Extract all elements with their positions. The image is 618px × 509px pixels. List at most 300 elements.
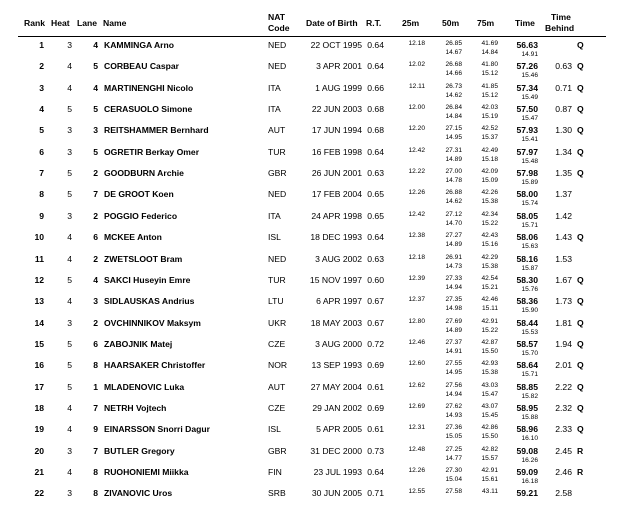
athlete-name: ZIVANOVIC Uros bbox=[104, 488, 173, 499]
heat-cell: 3 bbox=[67, 40, 72, 50]
lap-100: 15.87 bbox=[521, 264, 538, 272]
rank-cell: 8 bbox=[39, 189, 44, 200]
rank-cell: 10 bbox=[34, 232, 44, 243]
reaction-time: 0.60 bbox=[367, 274, 384, 285]
table-row bbox=[0, 104, 618, 125]
reaction-time: 0.64 bbox=[367, 146, 384, 157]
lap-75: 15.61 bbox=[481, 476, 498, 483]
header-75m: 75m bbox=[477, 18, 495, 28]
lap-100: 15.41 bbox=[521, 136, 538, 144]
lap-50: 14.62 bbox=[445, 198, 462, 206]
lap-50: 14.93 bbox=[445, 411, 462, 419]
nat-code: TUR bbox=[268, 146, 286, 157]
table-row bbox=[0, 403, 618, 424]
nat-code: AUT bbox=[268, 381, 286, 392]
date-of-birth: 3 AUG 2002 bbox=[315, 253, 362, 264]
reaction-time: 0.66 bbox=[367, 82, 384, 93]
lane-cell: 3 bbox=[93, 125, 98, 136]
qualification-mark: Q bbox=[577, 296, 584, 307]
time-behind: 1.81 bbox=[555, 317, 572, 328]
reaction-time: 0.67 bbox=[367, 317, 384, 328]
heat-cell: 4 bbox=[67, 467, 72, 477]
table-row bbox=[0, 40, 618, 61]
heat-cell: 4 bbox=[67, 82, 72, 93]
lap-100: 15.47 bbox=[521, 115, 538, 123]
heat-cell: 3 bbox=[67, 125, 72, 136]
lap-100: 15.74 bbox=[521, 200, 538, 208]
split-75: 42.91 bbox=[481, 467, 498, 474]
split-25: 12.37 bbox=[408, 296, 425, 304]
qualification-mark: Q bbox=[577, 104, 584, 115]
lap-100: 15.71 bbox=[521, 371, 538, 379]
lap-50: 14.94 bbox=[445, 390, 462, 398]
split-75: 41.80 bbox=[481, 61, 498, 69]
nat-code: NOR bbox=[268, 360, 288, 371]
lane-cell: 7 bbox=[93, 189, 98, 200]
split-75: 42.26 bbox=[481, 189, 498, 197]
split-75: 42.03 bbox=[481, 104, 498, 112]
final-time: 57.97 bbox=[516, 146, 538, 157]
lane-cell: 1 bbox=[93, 381, 98, 392]
athlete-name: CERASUOLO Simone bbox=[104, 104, 193, 115]
athlete-name: KAMMINGA Arno bbox=[104, 40, 175, 50]
lap-75: 15.16 bbox=[481, 241, 498, 249]
nat-code: GBR bbox=[268, 168, 287, 179]
rank-cell: 2 bbox=[39, 61, 44, 72]
qualification-mark: Q bbox=[577, 402, 584, 413]
final-time: 58.64 bbox=[516, 360, 538, 371]
lap-50: 14.95 bbox=[445, 134, 462, 142]
reaction-time: 0.71 bbox=[367, 488, 384, 499]
lane-cell: 8 bbox=[93, 360, 98, 371]
time-behind: 0.71 bbox=[555, 82, 572, 93]
final-time: 59.09 bbox=[516, 467, 538, 477]
time-behind: 1.35 bbox=[555, 168, 572, 179]
split-50: 27.12 bbox=[445, 210, 462, 218]
date-of-birth: 3 APR 2001 bbox=[316, 61, 362, 72]
lap-100: 15.90 bbox=[521, 307, 538, 315]
date-of-birth: 15 NOV 1997 bbox=[309, 274, 362, 285]
qualification-mark: R bbox=[577, 445, 584, 456]
reaction-time: 0.68 bbox=[367, 104, 384, 115]
final-time: 58.85 bbox=[516, 381, 538, 392]
final-time: 58.00 bbox=[516, 189, 538, 200]
date-of-birth: 5 APR 2005 bbox=[316, 424, 362, 435]
lane-cell: 2 bbox=[93, 253, 98, 264]
nat-code: SRB bbox=[268, 488, 286, 499]
lap-75: 15.38 bbox=[481, 262, 498, 270]
lap-50: 14.94 bbox=[445, 283, 462, 291]
rank-cell: 13 bbox=[34, 296, 44, 307]
final-time: 58.36 bbox=[516, 296, 538, 307]
split-75: 42.49 bbox=[481, 146, 498, 154]
lap-100: 15.71 bbox=[521, 221, 538, 229]
time-behind: 1.37 bbox=[555, 189, 572, 200]
nat-code: NED bbox=[268, 40, 287, 50]
split-75: 42.34 bbox=[481, 210, 498, 218]
nat-code: NED bbox=[268, 189, 287, 200]
split-50: 26.84 bbox=[445, 104, 462, 112]
time-behind: 1.42 bbox=[555, 210, 572, 221]
qualification-mark: Q bbox=[577, 338, 584, 349]
heat-cell: 4 bbox=[67, 424, 72, 435]
date-of-birth: 31 DEC 2000 bbox=[310, 445, 362, 456]
lane-cell: 2 bbox=[93, 168, 98, 179]
header-time: Time bbox=[515, 18, 535, 28]
time-behind: 0.87 bbox=[555, 104, 572, 115]
lap-75: 15.12 bbox=[481, 91, 498, 99]
header-name: Name bbox=[103, 18, 127, 28]
split-50: 27.56 bbox=[445, 381, 462, 389]
lap-50: 14.95 bbox=[445, 369, 462, 377]
table-row bbox=[0, 424, 618, 445]
reaction-time: 0.61 bbox=[367, 381, 384, 392]
nat-code: FIN bbox=[268, 467, 282, 477]
split-25: 12.42 bbox=[408, 146, 425, 154]
lap-100: 16.18 bbox=[521, 478, 538, 485]
time-behind: 2.22 bbox=[555, 381, 572, 392]
split-50: 26.85 bbox=[445, 40, 462, 47]
athlete-name: RUOHONIEMI Miikka bbox=[104, 467, 189, 477]
athlete-name: OVCHINNIKOV Maksym bbox=[104, 317, 201, 328]
lap-100: 15.70 bbox=[521, 349, 538, 357]
table-row bbox=[0, 360, 618, 381]
lap-75: 15.12 bbox=[481, 70, 498, 78]
split-25: 12.60 bbox=[408, 360, 425, 368]
final-time: 57.26 bbox=[516, 61, 538, 72]
time-behind: 1.43 bbox=[555, 232, 572, 243]
time-behind: 2.58 bbox=[555, 488, 572, 499]
lap-100: 15.88 bbox=[521, 413, 538, 421]
nat-code: ITA bbox=[268, 210, 281, 221]
lap-75: 15.47 bbox=[481, 390, 498, 398]
split-25: 12.46 bbox=[408, 338, 425, 346]
final-time: 56.63 bbox=[516, 40, 538, 50]
date-of-birth: 6 APR 1997 bbox=[316, 296, 362, 307]
lap-75: 15.57 bbox=[481, 454, 498, 462]
athlete-name: GOODBURN Archie bbox=[104, 168, 184, 179]
header-50m: 50m bbox=[442, 18, 460, 28]
time-behind: 1.94 bbox=[555, 338, 572, 349]
athlete-name: CORBEAU Caspar bbox=[104, 61, 179, 72]
qualification-mark: Q bbox=[577, 317, 584, 328]
date-of-birth: 18 DEC 1993 bbox=[310, 232, 362, 243]
table-row bbox=[0, 147, 618, 168]
rank-cell: 15 bbox=[34, 338, 44, 349]
qualification-mark: Q bbox=[577, 125, 584, 136]
nat-code: CZE bbox=[268, 338, 286, 349]
rank-cell: 7 bbox=[39, 168, 44, 179]
table-row bbox=[0, 211, 618, 232]
lap-50: 14.62 bbox=[445, 91, 462, 99]
final-time: 57.34 bbox=[516, 82, 538, 93]
table-row bbox=[0, 296, 618, 317]
rank-cell: 20 bbox=[34, 445, 44, 456]
heat-cell: 5 bbox=[67, 168, 72, 179]
lap-75: 15.22 bbox=[481, 326, 498, 334]
final-time: 59.21 bbox=[516, 488, 538, 499]
lap-75: 15.21 bbox=[481, 283, 498, 291]
split-50: 27.69 bbox=[445, 317, 462, 325]
date-of-birth: 27 MAY 2004 bbox=[310, 381, 362, 392]
split-50: 27.55 bbox=[445, 360, 462, 368]
lane-cell: 8 bbox=[93, 467, 98, 477]
time-behind: 0.63 bbox=[555, 61, 572, 72]
lap-100: 15.63 bbox=[521, 243, 538, 251]
athlete-name: ZABOJNIK Matej bbox=[104, 338, 173, 349]
reaction-time: 0.72 bbox=[367, 338, 384, 349]
qualification-mark: Q bbox=[577, 168, 584, 179]
split-75: 41.69 bbox=[481, 40, 498, 47]
split-50: 27.15 bbox=[445, 125, 462, 133]
heat-cell: 4 bbox=[67, 296, 72, 307]
lap-100: 15.49 bbox=[521, 93, 538, 101]
reaction-time: 0.64 bbox=[367, 467, 384, 477]
lap-75: 15.11 bbox=[481, 305, 498, 313]
athlete-name: MCKEE Anton bbox=[104, 232, 162, 243]
split-50: 27.62 bbox=[445, 402, 462, 410]
split-25: 12.42 bbox=[408, 210, 425, 218]
table-row bbox=[0, 467, 618, 488]
date-of-birth: 18 MAY 2003 bbox=[310, 317, 362, 328]
date-of-birth: 24 APR 1998 bbox=[311, 210, 362, 221]
lap-100: 15.48 bbox=[521, 157, 538, 165]
heat-cell: 5 bbox=[67, 360, 72, 371]
split-25: 12.55 bbox=[408, 488, 425, 496]
split-25: 12.31 bbox=[408, 424, 425, 432]
rank-cell: 4 bbox=[39, 104, 44, 115]
heat-cell: 4 bbox=[67, 61, 72, 72]
rank-cell: 19 bbox=[34, 424, 44, 435]
split-50: 26.88 bbox=[445, 189, 462, 197]
split-75: 42.54 bbox=[481, 274, 498, 282]
split-75: 42.82 bbox=[481, 445, 498, 453]
rank-cell: 1 bbox=[39, 40, 44, 50]
nat-code: GBR bbox=[268, 445, 287, 456]
split-50: 27.27 bbox=[445, 232, 462, 240]
table-row bbox=[0, 339, 618, 360]
final-time: 58.96 bbox=[516, 424, 538, 435]
header-nat-2: Code bbox=[268, 23, 290, 33]
lane-cell: 9 bbox=[93, 424, 98, 435]
rank-cell: 17 bbox=[34, 381, 44, 392]
lane-cell: 3 bbox=[93, 296, 98, 307]
nat-code: TUR bbox=[268, 274, 286, 285]
lap-100: 15.82 bbox=[521, 392, 538, 400]
header-dob: Date of Birth bbox=[306, 18, 358, 28]
header-nat-1: NAT bbox=[268, 12, 286, 22]
athlete-name: OGRETIR Berkay Omer bbox=[104, 146, 200, 157]
lap-50: 14.98 bbox=[445, 305, 462, 313]
athlete-name: ZWETSLOOT Bram bbox=[104, 253, 183, 264]
final-time: 58.06 bbox=[516, 232, 538, 243]
lap-100: 15.76 bbox=[521, 285, 538, 293]
split-25: 12.18 bbox=[408, 253, 425, 261]
athlete-name: MARTINENGHI Nicolo bbox=[104, 82, 194, 93]
lap-75: 15.50 bbox=[481, 347, 498, 355]
split-25: 12.39 bbox=[408, 274, 425, 282]
split-50: 27.25 bbox=[445, 445, 462, 453]
header-heat: Heat bbox=[51, 18, 70, 28]
lap-50: 14.73 bbox=[445, 262, 462, 270]
athlete-name: POGGIO Federico bbox=[104, 210, 178, 221]
final-time: 58.30 bbox=[516, 274, 538, 285]
athlete-name: SAKCI Huseyin Emre bbox=[104, 274, 191, 285]
reaction-time: 0.64 bbox=[367, 232, 384, 243]
lane-cell: 7 bbox=[93, 445, 98, 456]
reaction-time: 0.64 bbox=[367, 40, 384, 50]
lap-50: 14.91 bbox=[445, 347, 462, 355]
split-25: 12.69 bbox=[408, 402, 425, 410]
heat-cell: 5 bbox=[67, 189, 72, 200]
split-25: 12.11 bbox=[408, 82, 425, 90]
split-75: 42.93 bbox=[481, 360, 498, 368]
date-of-birth: 1 AUG 1999 bbox=[315, 82, 362, 93]
rank-cell: 9 bbox=[39, 210, 44, 221]
header-25m: 25m bbox=[402, 18, 420, 28]
header-behind-1: Time bbox=[551, 12, 571, 22]
reaction-time: 0.68 bbox=[367, 125, 384, 136]
split-50: 27.31 bbox=[445, 146, 462, 154]
split-75: 42.87 bbox=[481, 338, 498, 346]
split-75: 43.07 bbox=[481, 402, 498, 410]
split-75: 43.03 bbox=[481, 381, 498, 389]
date-of-birth: 22 OCT 1995 bbox=[310, 40, 362, 50]
reaction-time: 0.67 bbox=[367, 296, 384, 307]
final-time: 58.57 bbox=[516, 338, 538, 349]
date-of-birth: 16 FEB 1998 bbox=[311, 146, 362, 157]
table-row bbox=[0, 168, 618, 189]
lane-cell: 2 bbox=[93, 210, 98, 221]
lane-cell: 4 bbox=[93, 274, 98, 285]
lap-50: 15.05 bbox=[445, 433, 462, 441]
split-75: 42.43 bbox=[481, 232, 498, 240]
heat-cell: 3 bbox=[67, 317, 72, 328]
reaction-time: 0.69 bbox=[367, 360, 384, 371]
split-50: 27.36 bbox=[445, 424, 462, 432]
nat-code: ITA bbox=[268, 82, 281, 93]
lap-100: 14.91 bbox=[521, 51, 538, 58]
table-row bbox=[0, 446, 618, 467]
nat-code: NED bbox=[268, 253, 287, 264]
split-75: 42.29 bbox=[481, 253, 498, 261]
lane-cell: 8 bbox=[93, 488, 98, 499]
date-of-birth: 3 AUG 2000 bbox=[315, 338, 362, 349]
final-time: 58.95 bbox=[516, 402, 538, 413]
qualification-mark: Q bbox=[577, 40, 584, 50]
lap-75: 15.09 bbox=[481, 177, 498, 185]
lap-50: 15.04 bbox=[445, 476, 462, 483]
heat-cell: 3 bbox=[67, 210, 72, 221]
table-row bbox=[0, 488, 618, 509]
lap-50: 14.84 bbox=[445, 113, 462, 121]
rank-cell: 21 bbox=[34, 467, 44, 477]
heat-cell: 3 bbox=[67, 445, 72, 456]
split-25: 12.22 bbox=[408, 168, 425, 176]
table-row bbox=[0, 275, 618, 296]
date-of-birth: 22 JUN 2003 bbox=[311, 104, 362, 115]
rank-cell: 5 bbox=[39, 125, 44, 136]
lane-cell: 6 bbox=[93, 338, 98, 349]
nat-code: AUT bbox=[268, 125, 286, 136]
lap-100: 15.89 bbox=[521, 179, 538, 187]
table-row bbox=[0, 189, 618, 210]
split-50: 27.58 bbox=[445, 488, 462, 496]
table-row bbox=[0, 382, 618, 403]
date-of-birth: 26 JUN 2001 bbox=[311, 168, 362, 179]
athlete-name: REITSHAMMER Bernhard bbox=[104, 125, 209, 136]
heat-cell: 3 bbox=[67, 146, 72, 157]
lane-cell: 5 bbox=[93, 104, 98, 115]
split-75: 41.85 bbox=[481, 82, 498, 90]
split-50: 27.30 bbox=[445, 467, 462, 474]
lap-75: 15.22 bbox=[481, 219, 498, 227]
heat-cell: 3 bbox=[67, 488, 72, 499]
rank-cell: 14 bbox=[34, 317, 44, 328]
rank-cell: 16 bbox=[34, 360, 44, 371]
split-75: 42.86 bbox=[481, 424, 498, 432]
rank-cell: 3 bbox=[39, 82, 44, 93]
split-25: 12.18 bbox=[408, 40, 425, 47]
qualification-mark: Q bbox=[577, 381, 584, 392]
lane-cell: 7 bbox=[93, 402, 98, 413]
date-of-birth: 17 JUN 1994 bbox=[311, 125, 362, 136]
split-50: 26.68 bbox=[445, 61, 462, 69]
heat-cell: 5 bbox=[67, 338, 72, 349]
heat-cell: 4 bbox=[67, 253, 72, 264]
time-behind: 1.34 bbox=[555, 146, 572, 157]
time-behind: 1.30 bbox=[555, 125, 572, 136]
table-row bbox=[0, 318, 618, 339]
lane-cell: 4 bbox=[93, 82, 98, 93]
lap-75: 15.38 bbox=[481, 369, 498, 377]
final-time: 57.98 bbox=[516, 168, 538, 179]
lap-75: 15.19 bbox=[481, 113, 498, 121]
lap-50: 14.89 bbox=[445, 155, 462, 163]
nat-code: CZE bbox=[268, 402, 286, 413]
time-behind: 2.32 bbox=[555, 402, 572, 413]
date-of-birth: 30 JUN 2005 bbox=[311, 488, 362, 499]
qualification-mark: Q bbox=[577, 146, 584, 157]
qualification-mark: R bbox=[577, 467, 584, 477]
rank-cell: 12 bbox=[34, 274, 44, 285]
time-behind: 2.45 bbox=[555, 445, 572, 456]
rank-cell: 18 bbox=[34, 402, 44, 413]
reaction-time: 0.69 bbox=[367, 402, 384, 413]
qualification-mark: Q bbox=[577, 360, 584, 371]
lap-100: 16.10 bbox=[521, 435, 538, 443]
lap-50: 14.77 bbox=[445, 454, 462, 462]
lap-75: 15.18 bbox=[481, 155, 498, 163]
final-time: 57.50 bbox=[516, 104, 538, 115]
lane-cell: 5 bbox=[93, 146, 98, 157]
time-behind: 2.33 bbox=[555, 424, 572, 435]
lane-cell: 4 bbox=[93, 40, 98, 50]
header-rank: Rank bbox=[24, 18, 46, 28]
table-row bbox=[0, 232, 618, 253]
lap-100: 15.46 bbox=[521, 72, 538, 80]
nat-code: ISL bbox=[268, 232, 281, 243]
lap-75: 14.84 bbox=[481, 49, 498, 56]
split-50: 27.33 bbox=[445, 274, 462, 282]
lane-cell: 6 bbox=[93, 232, 98, 243]
split-25: 12.38 bbox=[408, 232, 425, 240]
lap-75: 15.45 bbox=[481, 411, 498, 419]
lap-50: 14.66 bbox=[445, 70, 462, 78]
athlete-name: BUTLER Gregory bbox=[104, 445, 175, 456]
lane-cell: 5 bbox=[93, 61, 98, 72]
nat-code: ITA bbox=[268, 104, 281, 115]
